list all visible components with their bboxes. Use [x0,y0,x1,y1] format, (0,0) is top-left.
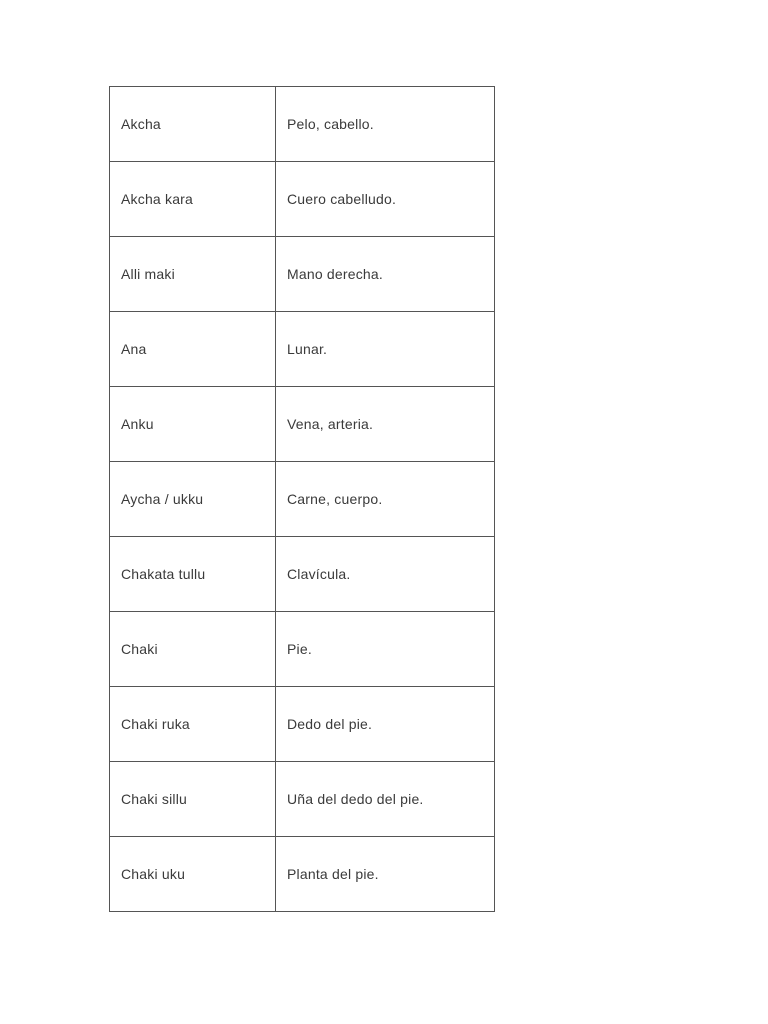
meaning-cell: Vena, arteria. [276,387,495,462]
meaning-cell: Lunar. [276,312,495,387]
table-row [110,237,495,312]
term-cell: Akcha [110,87,276,162]
term-cell: Akcha kara [110,162,276,237]
table-row [110,612,495,687]
meaning-cell: Pelo, cabello. [276,87,495,162]
meaning-cell: Mano derecha. [276,237,495,312]
term-cell: Aycha / ukku [110,462,276,537]
term-cell: Chaki [110,612,276,687]
vocabulary-table-body [110,87,495,912]
term-cell: Chakata tullu [110,537,276,612]
meaning-cell: Uña del dedo del pie. [276,762,495,837]
table-row [110,87,495,162]
meaning-cell: Dedo del pie. [276,687,495,762]
table-row [110,387,495,462]
table-row [110,837,495,912]
term-cell: Chaki sillu [110,762,276,837]
meaning-cell: Clavícula. [276,537,495,612]
vocabulary-table [109,86,495,912]
meaning-cell: Planta del pie. [276,837,495,912]
term-cell: Chaki ruka [110,687,276,762]
term-cell: Chaki uku [110,837,276,912]
meaning-cell: Cuero cabelludo. [276,162,495,237]
meaning-cell: Pie. [276,612,495,687]
table-row [110,312,495,387]
table-row [110,762,495,837]
term-cell: Alli maki [110,237,276,312]
term-cell: Ana [110,312,276,387]
meaning-cell: Carne, cuerpo. [276,462,495,537]
term-cell: Anku [110,387,276,462]
table-row [110,537,495,612]
table-row [110,462,495,537]
table-row [110,687,495,762]
table-row [110,162,495,237]
